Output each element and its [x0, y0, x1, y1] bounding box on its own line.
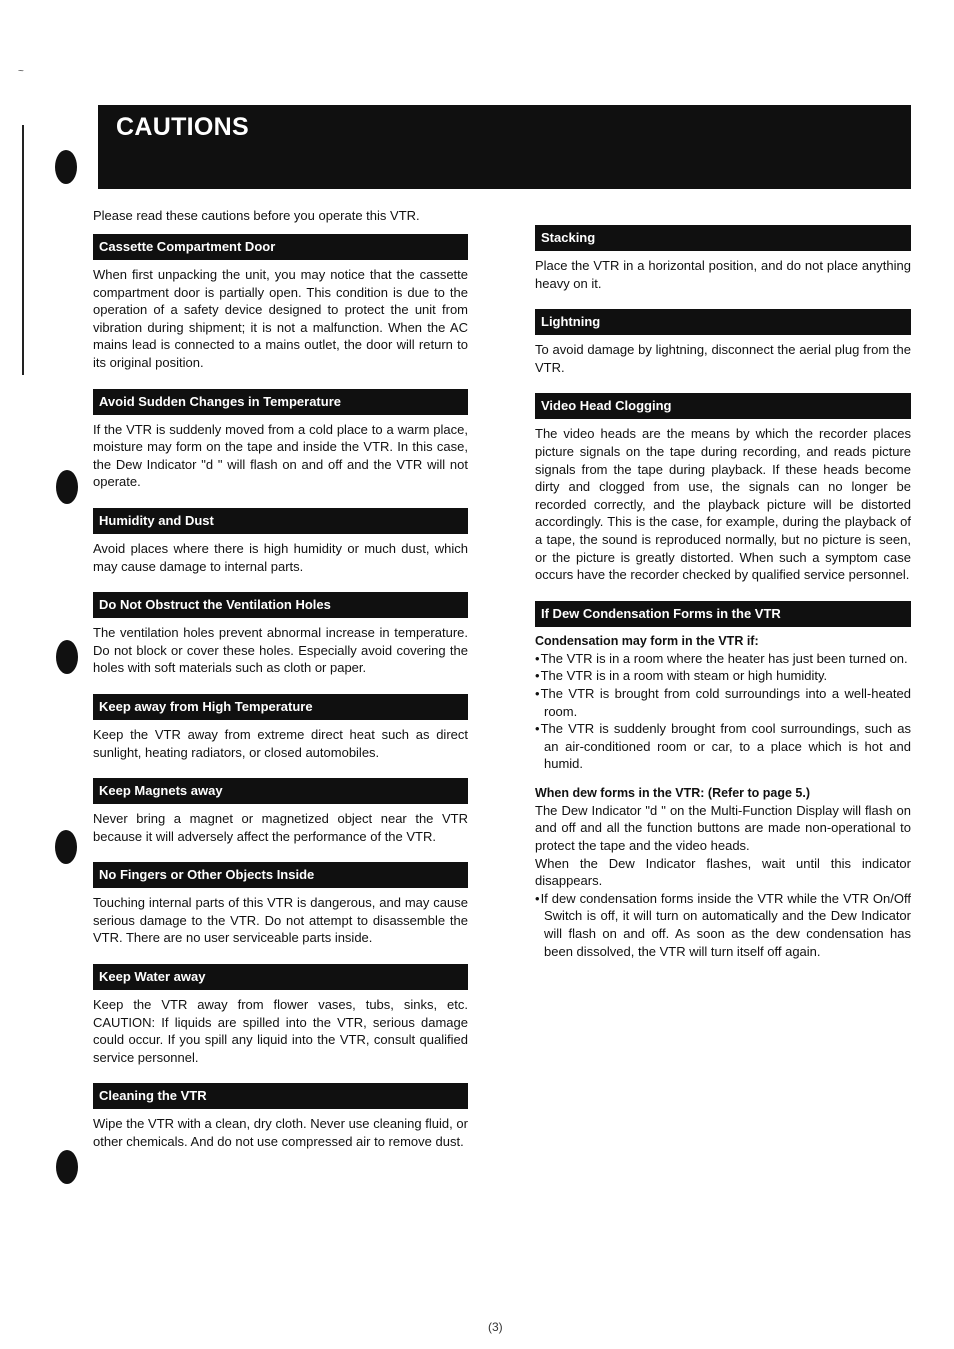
binder-hole-1: [55, 150, 77, 184]
section-heading: Stacking: [535, 225, 911, 251]
section-heading: Lightning: [535, 309, 911, 335]
section-body: Touching internal parts of this VTR is dangerous, and may cause serious damage to the VTR. Do not attempt to disassemble the VTR. There are no user serviceable parts inside.: [93, 895, 468, 946]
dew-notes-list: [535, 890, 911, 960]
binder-hole-5: [56, 1150, 78, 1184]
page-title: CAUTIONS: [116, 113, 249, 141]
page-number: (3): [488, 1320, 503, 1334]
section-dew-condensation: [535, 601, 911, 961]
section-body: When first unpacking the unit, you may notice that the cassette compartment door is partially open. This condition is due to the operation of a safety device designed to protect the unit from vibration during shipment; it is not a malfunction. When the AC mains lead is connected to a mains outlet, the door will return to its original position.: [93, 267, 468, 370]
binder-margin-line: [22, 125, 24, 375]
section-temperature-changes: [93, 389, 468, 491]
section-heading: Do Not Obstruct the Ventilation Holes: [93, 592, 468, 618]
section-high-temperature: [93, 694, 468, 761]
binder-hole-4: [55, 830, 77, 864]
dew-causes-list: [535, 650, 911, 773]
binder-hole-2: [56, 470, 78, 504]
section-body: The video heads are the means by which the recorder places picture signals on the tape during recording, and reads picture signals from the tape during playback. If these heads become dirty and clogged from use, the signals can no longer be recorded correctly, and the playback picture will be distorted accordingly. This is the case, for example, during the playback of a tape, the sound is reproduced normally, but no picture is seen, or the picture is greatly distorted. When such a symptom case occurs have the recorder checked by qualified service personnel.: [535, 426, 911, 583]
section-heading: Avoid Sudden Changes in Temperature: [93, 389, 468, 415]
dew-paragraph: When the Dew Indicator flashes, wait until this indicator disappears.: [535, 855, 911, 889]
section-body: To avoid damage by lightning, disconnect the aerial plug from the VTR.: [535, 342, 911, 375]
section-heading: Cleaning the VTR: [93, 1083, 468, 1109]
section-heading: Video Head Clogging: [535, 393, 911, 419]
section-stacking: [535, 225, 911, 292]
dew-subheading-actions: When dew forms in the VTR: (Refer to page 5.): [535, 785, 811, 800]
section-body: Avoid places where there is high humidity or much dust, which may cause damage to internal parts.: [93, 540, 468, 574]
section-cassette-door: [93, 234, 468, 372]
section-no-fingers: [93, 862, 468, 947]
section-heading: Keep away from High Temperature: [93, 694, 468, 720]
section-humidity-dust: [93, 508, 468, 575]
section-ventilation: [93, 592, 468, 677]
section-heading: Keep Water away: [93, 964, 468, 990]
binder-hole-3: [56, 640, 78, 674]
section-body: Wipe the VTR with a clean, dry cloth. Never use cleaning fluid, or other chemicals. And do not use compressed air to remove dust.: [93, 1116, 468, 1150]
section-heading: Cassette Compartment Door: [93, 234, 468, 260]
section-heading: Keep Magnets away: [93, 778, 468, 804]
section-body: Keep the VTR away from flower vases, tubs, sinks, etc. CAUTION: If liquids are spilled into the VTR, serious damage could occur. If you spill any liquid into the VTR, consult qualified service personnel.: [93, 997, 468, 1065]
list-item: • The VTR is suddenly brought from cool surroundings, such as an air-conditioned room or car, to a place which is hot and humid.: [535, 720, 911, 773]
section-water: [93, 964, 468, 1066]
dew-subheading-causes: Condensation may form in the VTR if:: [535, 633, 759, 648]
cautions-banner: [98, 105, 911, 189]
section-body: If the VTR is suddenly moved from a cold place to a warm place, moisture may form on the tape and inside the VTR. In this case, the Dew Indicator "d " will flash on and off and the VTR will not operate.: [93, 421, 468, 490]
section-heading: No Fingers or Other Objects Inside: [93, 862, 468, 888]
section-lightning: [535, 309, 911, 376]
section-magnets: [93, 778, 468, 845]
margin-scribble: ~: [18, 66, 24, 77]
left-column: [93, 207, 468, 1168]
right-column: [535, 225, 911, 977]
dew-paragraph: The Dew Indicator "d " on the Multi-Function Display will flash on and off and all the function buttons are made non-operational to protect the tape and the video heads.: [535, 802, 911, 854]
section-body: The ventilation holes prevent abnormal increase in temperature. Do not block or cover these holes. Especially avoid covering the holes with soft materials such as cloth or paper.: [93, 625, 468, 676]
section-body: Place the VTR in a horizontal position, and do not place anything heavy on it.: [535, 258, 911, 291]
list-item: • If dew condensation forms inside the VTR while the VTR On/Off Switch is off, it will turn on automatically and the Dew Indicator will flash on and off. As soon as the dew condensation has been dissolved, the VTR will turn itself off again.: [535, 890, 911, 960]
section-body: Never bring a magnet or magnetized object near the VTR because it will adversely affect the performance of the VTR.: [93, 811, 468, 844]
section-body: Keep the VTR away from extreme direct heat such as direct sunlight, heating radiators, or closed automobiles.: [93, 726, 468, 760]
section-heading: If Dew Condensation Forms in the VTR: [535, 601, 911, 627]
section-heading: Humidity and Dust: [93, 508, 468, 534]
list-item: • The VTR is brought from cold surroundings into a well-heated room.: [535, 685, 911, 720]
section-cleaning: [93, 1083, 468, 1150]
section-head-clogging: [535, 393, 911, 583]
list-item: • The VTR is in a room where the heater has just been turned on.: [535, 650, 911, 668]
intro-text: Please read these cautions before you operate this VTR.: [93, 208, 420, 223]
list-item: • The VTR is in a room with steam or high humidity.: [535, 667, 911, 685]
